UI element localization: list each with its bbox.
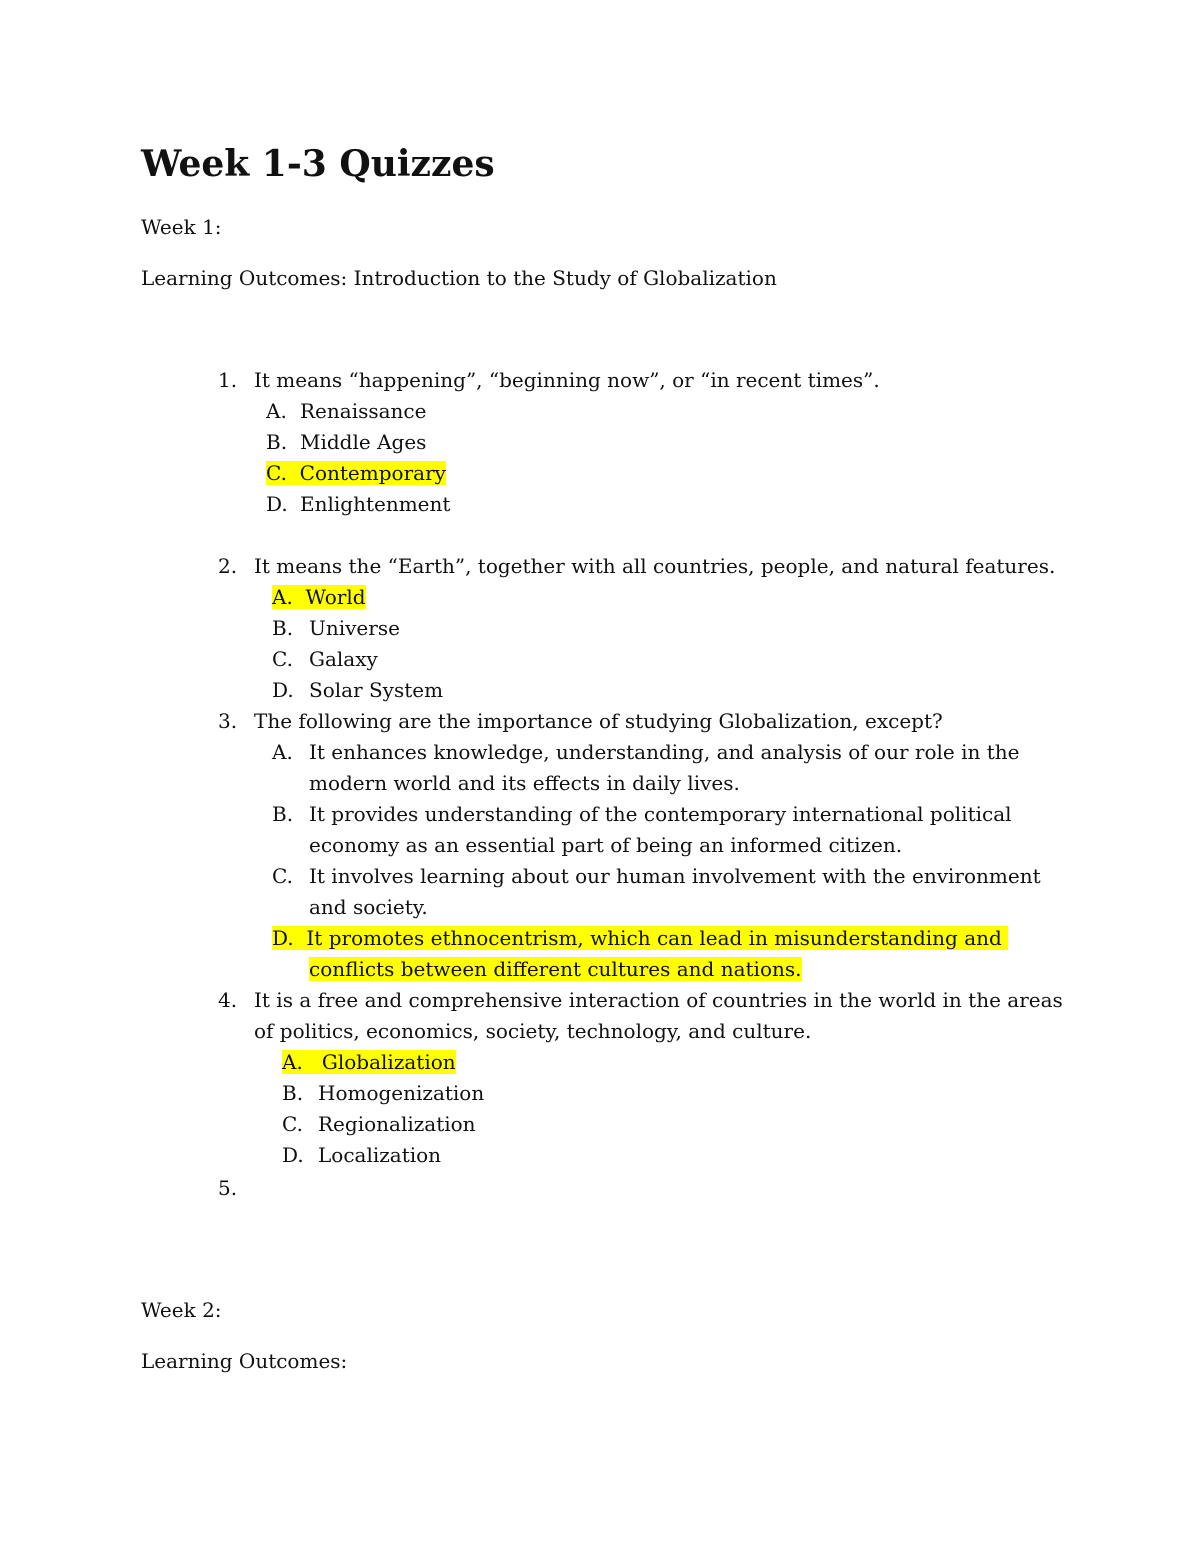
question-number: 3. — [218, 709, 238, 733]
option-text: economy as an essential part of being an informed citizen. — [309, 833, 903, 857]
option-letter: D. — [266, 492, 288, 516]
question-text: It means the “Earth”, together with all countries, people, and natural features. — [254, 554, 1056, 578]
option-text: Universe — [309, 616, 400, 640]
option-letter: D. — [272, 926, 294, 950]
answer-highlight — [272, 585, 366, 609]
option-letter: B. — [266, 430, 288, 454]
option-text: Contemporary — [299, 461, 446, 485]
option-text: Homogenization — [318, 1081, 485, 1105]
option-letter: C. — [272, 647, 293, 671]
option-text: and society. — [309, 895, 428, 919]
option-letter: B. — [282, 1081, 304, 1105]
correct-answer-option — [272, 582, 366, 612]
option-text: It promotes ethnocentrism, which can lead in misunderstanding and — [306, 926, 1002, 950]
answer-highlight — [282, 1050, 456, 1074]
option-letter: A. — [272, 585, 293, 609]
option-letter: B. — [272, 802, 294, 826]
option-text: Globalization — [321, 1050, 456, 1074]
option-text: Renaissance — [300, 399, 427, 423]
option-text: modern world and its effects in daily lives. — [309, 771, 740, 795]
option-text: Enlightenment — [300, 492, 451, 516]
question-text: It means “happening”, “beginning now”, or “in recent times”. — [254, 368, 880, 392]
question-text: It is a free and comprehensive interaction of countries in the world in the areas — [254, 988, 1063, 1012]
option-letter: A. — [282, 1050, 303, 1074]
question-number: 5. — [218, 1176, 238, 1200]
option-text: Solar System — [309, 678, 444, 702]
question-text: of politics, economics, society, technology, and culture. — [254, 1019, 812, 1043]
question-number: 4. — [218, 988, 238, 1012]
option-text: It provides understanding of the contemporary international political — [309, 802, 1012, 826]
option-letter: A. — [272, 740, 293, 764]
option-letter: C. — [272, 864, 293, 888]
week2-heading: Week 2: — [141, 1298, 222, 1322]
answer-highlight: conflicts between different cultures and nations. — [309, 957, 802, 981]
question-number: 2. — [218, 554, 238, 578]
correct-answer-option — [282, 1047, 456, 1077]
answer-highlight — [266, 461, 446, 485]
option-letter: C. — [266, 461, 287, 485]
option-text: Regionalization — [318, 1112, 476, 1136]
question-text: The following are the importance of studying Globalization, except? — [254, 709, 943, 733]
option-letter: D. — [282, 1143, 304, 1167]
week2-learning-outcomes: Learning Outcomes: — [141, 1349, 348, 1373]
option-letter: A. — [266, 399, 287, 423]
correct-answer-option — [272, 923, 1008, 953]
correct-answer-option — [266, 458, 446, 488]
option-letter: B. — [272, 616, 294, 640]
answer-highlight — [272, 926, 1008, 950]
question-number: 1. — [218, 368, 238, 392]
option-text: Localization — [318, 1143, 442, 1167]
option-text: It enhances knowledge, understanding, and analysis of our role in the — [309, 740, 1020, 764]
correct-answer-continuation — [309, 954, 802, 984]
option-letter: C. — [282, 1112, 303, 1136]
document-title: Week 1-3 Quizzes — [141, 143, 495, 185]
option-text: It involves learning about our human involvement with the environment — [309, 864, 1041, 888]
option-letter: D. — [272, 678, 294, 702]
option-text: Middle Ages — [300, 430, 427, 454]
week1-learning-outcomes: Learning Outcomes: Introduction to the Study of Globalization — [141, 266, 777, 290]
option-text: Galaxy — [309, 647, 378, 671]
option-text: World — [305, 585, 366, 609]
week1-heading: Week 1: — [141, 215, 222, 239]
